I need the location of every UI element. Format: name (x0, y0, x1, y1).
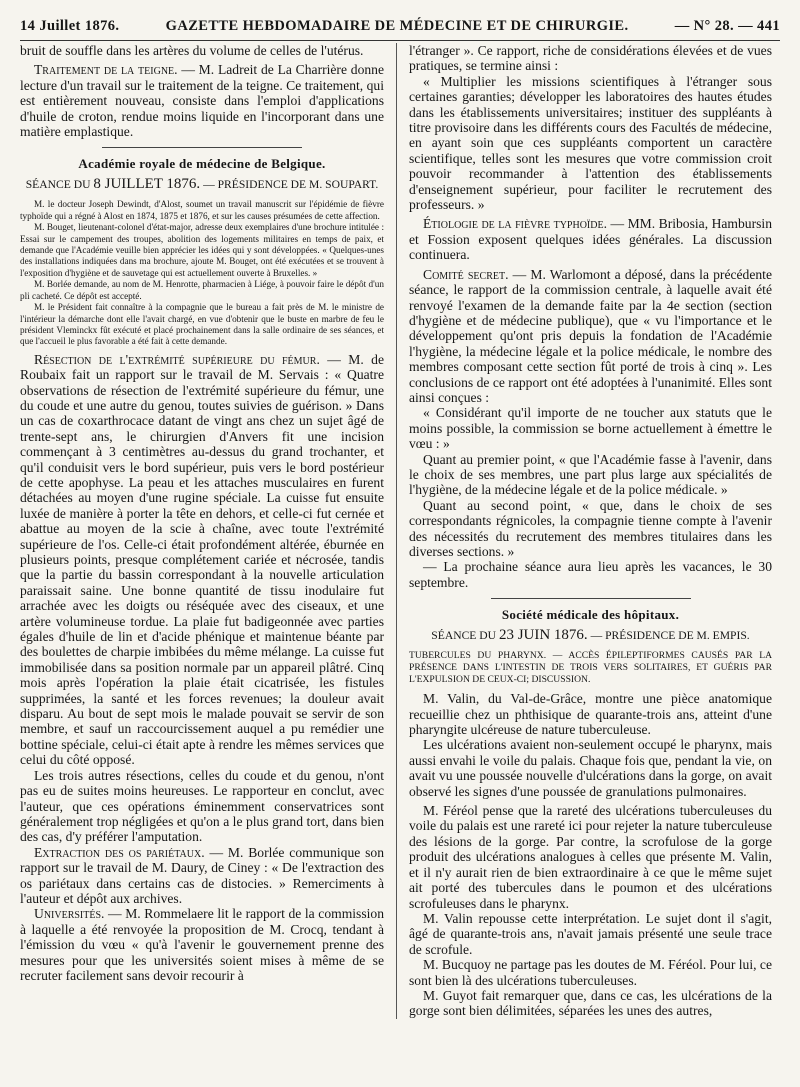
section-heading: Étiologie de la fièvre typhoïde. (423, 216, 607, 232)
header-date: 14 Juillet 1876. (20, 18, 120, 34)
section-heading: Traitement de la teigne. (34, 62, 178, 78)
paragraph: Étiologie de la fièvre typhoïde. — MM. Bribosia, Hambursin et Fossion exposent quelques idées générales. La discussion continuera. (409, 216, 772, 263)
section-title: Société médicale des hôpitaux. (501, 607, 680, 623)
paragraph: M. Guyot fait remarquer que, dans ce cas, les ulcérations de la gorge sont bien délimitées, séparées les unes des autres, (409, 987, 772, 1019)
paragraph: « Considérant qu'il importe de ne toucher aux statuts que le moins possible, la commission se borne actuellement à émettre le vœu : » (409, 405, 772, 452)
session-line: SÉANCE DU 23 JUIN 1876. — PRÉSIDENCE DE M. EMPIS. (431, 627, 750, 644)
paragraph: Quant au second point, « que, dans le choix de ses correspondants régnicoles, la compagnie tienne compte à l'avenir des nécessités du recrutement des membres titulaires dans les diverses sections. » (409, 497, 772, 559)
paragraph: Les ulcérations avaient non-seulement occupé le pharynx, mais aussi envahi le voile du palais. Chaque fois que, pendant la vie, on avait vu une poussée nouvelle d'ulcérations dans la gorge, on avait observé les signes d'une poussée de granulations pulmonaires. (409, 737, 772, 799)
left-column (20, 43, 396, 1019)
section-heading: Résection de l'extrémité supérieure du fémur. (34, 351, 320, 367)
paragraph: Comité secret. — M. Warlomont a déposé, dans la précédente séance, le rapport de la commission centrale, à laquelle avait été renvoyé l'examen de la demande faite par la 4e section (section d'hygiène et de médecine publique), que « vu l'importance et le développement qu'ont pris depuis la fondation de l'Académie l'hygiène, la médecine légale et la police médicale, le nombre des membres composant cette section fût porté de trois à cinq ». Les conclusions de ce rapport ont été adoptées à l'unanimité. Elles sont ainsi conçues : (409, 266, 772, 405)
paragraph: « Multiplier les missions scientifiques à l'étranger sous certaines garanties; développer les laboratoires des hautes études dans les établissements universitaires; instituer des suppléants à titre provisoire dans les différents cours des Facultés de médecine, en ayant soin que ces suppléants comportent un caractère scientifique, telles sont les mesures que votre commission croit pouvoir recommander à l'attention des établissements d'enseignement supérieur, pour faciliter le recrutement des professeurs. » (409, 73, 772, 213)
paragraph: Les trois autres résections, celles du coude et du genou, n'ont pas eu de suites moins heureuses. Le rapporteur en conclut, avec l'auteur, que ces opérations éminemment conservatrices sont généralement trop négligées et qu'on a le plus grand tort, dans bien des cas, d'y préférer l'amputation. (20, 767, 384, 845)
paragraph: — La prochaine séance aura lieu après les vacances, le 30 septembre. (409, 559, 772, 590)
page-number: 441 (757, 18, 780, 34)
paragraph: M. Valin, du Val-de-Grâce, montre une pièce anatomique recueillie chez un phthisique de quarante-trois ans, atteint d'une pharyngite ulcéreuse de nature tuberculeuse. (409, 691, 772, 738)
paragraph: M. Féréol pense que la rareté des ulcérations tuberculeuses du voile du palais est une rareté ici pour rejeter la nature tuberculeuse des lésions de la gorge. Par contre, la scrofulose de la gorge produit des ulcérations analogues à celles que présente M. Valin, et il n'y aurait rien de bien extraordinaire à ce que le même sujet ait porté des tubercules dans le poumon et des ulcérations scrofuleuses dans le pharynx. (409, 803, 772, 911)
minutes-item: M. Bouget, lieutenant-colonel d'état-major, adresse deux exemplaires d'une brochure intitulée : Essai sur le campement des troupes, abolition des logements militaires en temps de paix, et demande que l'Académie veuille bien apprécier les idées qui y sont développées. « Quelques-unes des installations indiquées dans ma brochure, ajoute M. Bouget, ont été exécutées et se trouvent à l'exposition d'hygiène et de sauvetage qui est actuellement ouverte à Bruxelles. » (20, 222, 384, 278)
session-subtitle: TUBERCULES DU PHARYNX. — ACCÈS ÉPILEPTIFORMES CAUSÉS PAR LA PRÉSENCE DANS L'INTESTIN DE TROIS VERS SOLITAIRES, ET GUÉRIS PAR L'EXPULSION DE CEUX-CI; DISCUSSION. (409, 650, 772, 686)
paragraph: bruit de souffle dans les artères du volume de celles de l'utérus. (20, 43, 364, 58)
paragraph: Extraction des os pariétaux. — M. Borlée communique son rapport sur le travail de M. Daury, de Ciney : « De l'extraction des os pariétaux dans certains cas de distocies. » Remerciments à l'auteur et dépôt aux archives. (20, 844, 384, 906)
section-heading: Extraction des os pariétaux. (34, 844, 205, 860)
paragraph: Universités. — M. Rommelaere lit le rapport de la commission à laquelle a été renvoyée la proposition de M. Crocq, tendant à l'émission du vœu « qu'à l'avenir le gouvernement prenne des mesures pour que les universités soient mises à même de se recruter facilement sans devoir recourir à (20, 906, 384, 983)
paragraph: M. Valin repousse cette interprétation. Le sujet dont il s'agit, âgé de quarante-trois ans, n'avait jamais présenté une seule trace de scrofule. (409, 910, 772, 957)
header-journal-title: GAZETTE HEBDOMADAIRE DE MÉDECINE ET DE CHIRURGIE. (165, 18, 629, 34)
paragraph: Traitement de la teigne. — M. Ladreit de La Charrière donne lecture d'un travail sur le traitement de la teigne. Ce traitement, qui est entièrement nouveau, consiste dans l'emploi d'applications d'huile de croton, rendue moins liquide en l'incorporant dans une matière emplastique. (20, 62, 384, 140)
paragraph: Quant au premier point, « que l'Académie fasse à l'avenir, dans le choix de ses membres, une part plus large aux spécialités de l'hygiène, de la médecine légale et de la police médicale. » (409, 451, 772, 498)
paragraph: Résection de l'extrémité supérieure du fémur. — M. de Roubaix fait un rapport sur le travail de M. Servais : « Quatre observations de résection de l'extrémité supérieure du fémur, une du coude et une autre du genou, toutes suivies de guérison. » Dans un cas de coxarthrocace datant de vingt ans chez un sujet âgé de trente-sept ans, le chirurgien d'Anvers fit une incision commençant à 3 centimètres au-dessus du grand trochanter, et qu'il conduisit vers le bord supérieur, puis vers le bord postérieur de cette apophyse. La peau et les attaches musculaires en furent détachées au moyen d'une rugine spéciale. La cuisse fut ensuite luxée de manière à porter la tête en dehors, et celle-ci fut cernée et abattue au moyen de la scie à chaîne, avec toute l'extrémité supérieure de l'os. Celle-ci était profondément altérée, éburnée en plusieurs points, presque complétement cariée et nécrosée, tandis que la partie du bassin correspondant à la nouvelle articulation paraissait saine. Une bonne quantité de tissu inodulaire fut arrachée avec les doigts ou réséquée avec des ciseaux, et une artère volumineuse tordue. La plaie fut badigeonnée avec parties égales d'huile de lin et d'acide phénique et maintenue béante par des boulettes de charpie imbibées du même mélange. La cuisse fut immobilisée dans sa position normale par un appareil plâtré. Cinq mois après l'opération la plaie était cicatrisée, les fistules supprimées, la santé et les forces revenues; la douleur avait disparu. Au bout de sept mois le malade pouvait se servir de son membre, et sauf un raccourcissement auquel a pu remédier une bottine spéciale, celui-ci était apte à rendre les mêmes services que celui du côté opposé. (20, 351, 384, 768)
minutes-item: M. le Président fait connaître à la compagnie que le bureau a fait près de M. le ministre de l'intérieur la démarche dont elle l'avait chargé, en vue d'obtenir que le buste en marbre de feu le président Vleminckx fût exécuté et placé prochainement dans la salle ordinaire de ses séances, et que l'accueil le plus favorable a été fait à cette demande. (20, 302, 384, 347)
divider (491, 598, 691, 599)
divider (102, 147, 302, 148)
header-issue (675, 18, 780, 35)
paragraph: l'étranger ». Ce rapport, riche de considérations élevées et de vues pratiques, se termine ainsi : (409, 43, 772, 74)
session-line: SÉANCE DU 8 JUILLET 1876. — PRÉSIDENCE DE M. SOUPART. (25, 176, 379, 193)
columns (20, 43, 780, 1019)
issue-number: — N° 28. — (674, 18, 754, 34)
section-title: Académie royale de médecine de Belgique. (78, 156, 326, 172)
section-heading: Comité secret. (423, 266, 509, 282)
minutes-item: M. le docteur Joseph Dewindt, d'Alost, soumet un travail manuscrit sur l'épidémie de fièvre typhoïde qui a régné à Alost en 1874, 1875 et 1876, et sur les causes présumées de cette affection. (20, 199, 384, 221)
minutes-item: M. Borlée demande, au nom de M. Henrotte, pharmacien à Liége, à pouvoir faire le dépôt d'un pli cacheté. Ce dépôt est accepté. (20, 279, 384, 301)
section-heading: Universités. (34, 906, 105, 922)
paragraph: M. Bucquoy ne partage pas les doutes de M. Féréol. Pour lui, ce sont bien là des ulcérations tuberculeuses. (409, 957, 772, 988)
running-header (20, 18, 780, 41)
right-column (396, 43, 772, 1019)
